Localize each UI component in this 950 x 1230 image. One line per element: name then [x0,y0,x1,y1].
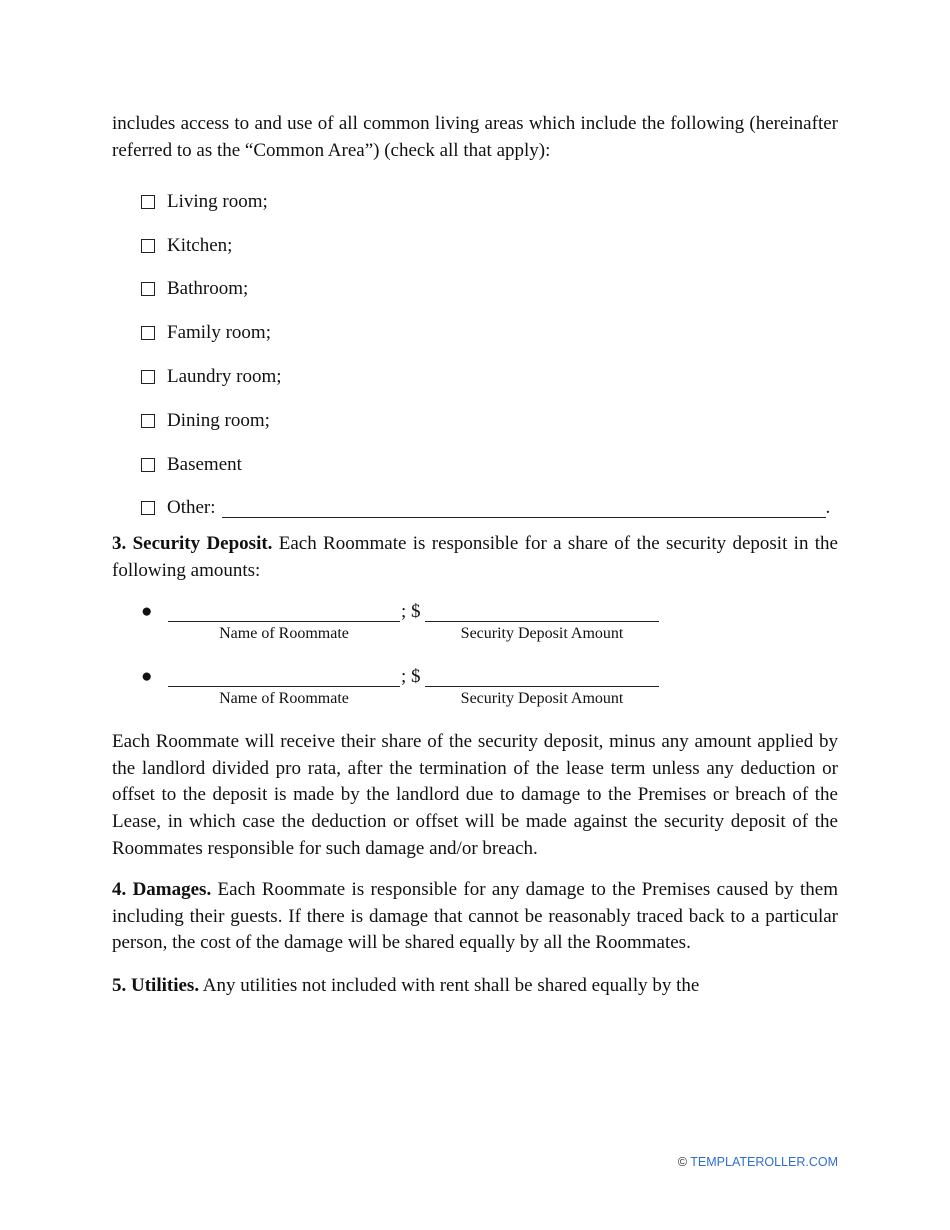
separator: ; $ [401,666,421,687]
section-heading: 3. Security Deposit. [112,533,273,554]
name-caption: Name of Roommate [219,625,349,642]
checklist-label: Living room; [167,190,268,212]
checklist-item-laundry-room [141,355,838,399]
section-text: Each Roommate is responsible for any damage to the Premises caused by them including their guests. If there is damage that cannot be reasonably traced back to a particular person, the cost of the damage will be shared equally by all the Roommates. [112,879,838,954]
checklist-label: Other: [167,497,216,519]
roommate-name-field[interactable] [168,668,400,687]
templateroller-link[interactable]: TEMPLATEROLLER.COM [690,1155,838,1169]
checklist-item-living-room [141,180,838,224]
checkbox-living-room[interactable] [141,195,155,209]
checklist-label: Dining room; [167,409,270,431]
other-suffix: . [825,497,831,519]
checklist-item-dining-room [141,399,838,443]
copyright-symbol: © [677,1155,688,1169]
document-page [112,0,838,1230]
deposit-row [141,664,701,714]
amount-caption: Security Deposit Amount [460,625,624,642]
section-damages [112,877,838,957]
section-text: Each Roommate is responsible for a share of the security deposit in the following amounts: [112,533,838,581]
footer-credit [678,1155,838,1169]
checklist-item-basement [141,443,838,487]
checklist-item-bathroom [141,268,838,312]
checkbox-other[interactable] [141,501,155,515]
deposit-amount-field[interactable] [425,668,659,687]
section-heading: 5. Utilities. [112,975,200,996]
section-utilities [112,973,838,1000]
checklist-item-other [141,487,838,531]
intro-paragraph: includes access to and use of all common living areas which include the following (hereinafter referred to as the “Common Area”) (check all that apply): [112,113,838,161]
amount-caption: Security Deposit Amount [460,690,624,707]
checklist-label: Laundry room; [167,366,282,388]
section-text: Any utilities not included with rent shall be shared equally by the [199,975,700,996]
checkbox-dining-room[interactable] [141,414,155,428]
checkbox-family-room[interactable] [141,326,155,340]
name-caption: Name of Roommate [219,690,349,707]
bullet: ● [141,601,153,622]
roommate-name-field[interactable] [168,603,400,622]
deposit-amount-field[interactable] [425,603,659,622]
deposit-row [141,599,701,649]
checkbox-kitchen[interactable] [141,239,155,253]
checklist-item-kitchen [141,224,838,268]
bullet: ● [141,666,153,687]
checklist-label: Family room; [167,322,271,344]
checkbox-bathroom[interactable] [141,282,155,296]
section-security-deposit [112,531,838,584]
other-blank-field[interactable] [222,499,826,518]
common-area-checklist [141,180,838,530]
separator: ; $ [401,601,421,622]
deposit-return-paragraph: Each Roommate will receive their share of the security deposit, minus any amount applied by the landlord divided pro rata, after the termination of the lease term unless any deduction or offset to the deposit is made by the landlord due to damage to the Premises or breach of the Lease, in which case the deduction or offset will be made against the security deposit of the Roommates responsible for such damage and/or breach. [112,731,838,859]
section-heading: 4. Damages. [112,879,212,900]
checklist-label: Bathroom; [167,278,249,300]
checkbox-laundry-room[interactable] [141,370,155,384]
checklist-item-family-room [141,311,838,355]
checklist-label: Kitchen; [167,234,233,256]
checkbox-basement[interactable] [141,458,155,472]
checklist-label: Basement [167,453,242,475]
